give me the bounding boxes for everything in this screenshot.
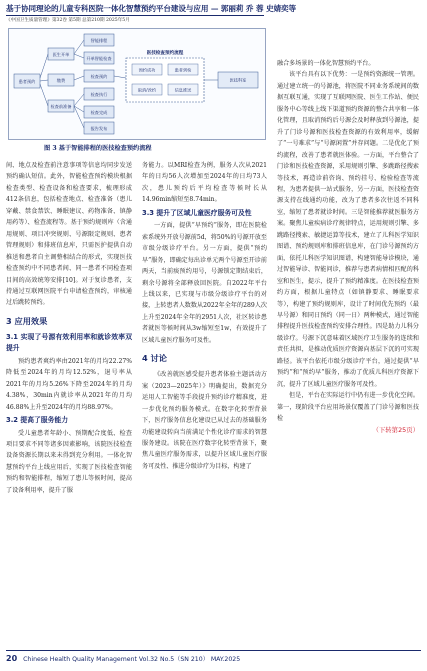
paragraph: 《改善就医感受提升患者体验主题活动方案（2023—2025年）》明确提出，数据充分运用人工智能等手段提升预约诊疗精准度，进一步优化预约服务模式。在数字化转型背景下，医疗服务信息化建设已从过去的基础服务功能建设转向当前满足个性化诊疗需求的智慧服务建设。该院在医疗数字化转型背景下，聚焦儿童医疗服务需求，以提升区域儿童医疗服务可及性、推进分级诊疗为目标，构建了 (142, 371, 267, 470)
paragraph: 融合多场景的一体化智慧预约平台。 (277, 60, 375, 67)
paragraph: 预约患者爽约率由2021年的月均22.27%降低至2024年的月均12.52%，退号率从2021年的月均5.26%下降至2024年的月均4.38%，30min内就诊率从2021年的月均46.88%上升至2024年的月均88.97%。 (6, 357, 132, 411)
node-pre-exam-label: 检查前准备 (50, 104, 72, 109)
node-exam-booking-label: 检查预约 (90, 74, 108, 79)
subsection-heading: 3.3 提升了区域儿童医疗服务可及性 (142, 208, 252, 217)
node-booking-success-label: 预约成功 (138, 67, 156, 73)
node-patient-arrive-label: 患者到检 (174, 67, 192, 73)
figure-caption: 图 3 基于智能排程的医技检查预约流程 (44, 145, 152, 152)
continued-note: （下转第25页） (372, 425, 419, 434)
header-rule (6, 15, 264, 16)
flow-diagram-svg (8, 28, 266, 140)
paragraph: 一方面，提供“早预约”服务，即在医院检索系统外开放号源前5d，将50%的号源开放至市级分级诊疗平台。另一方面，提供“预约早”服务，即确定每出诊单元两个号源至开诊前两天，当前痰预约用号，号源锁定期结束后，剩余号源将全部释放回医院。自2022年平台上线以来，已实现与市级分级诊疗平台的对接，上转患者人数数从2022年全年的289人次上升至2024年全年的2951人次，社区转诊患者就医等候时间从3w缩短至1w，有效提升了区域儿童医疗服务可及性。 (142, 222, 267, 344)
text-column-3 (277, 58, 419, 436)
node-info-push-label: 信息推送 (174, 87, 192, 93)
node-exam-done-label: 检查完成 (90, 110, 108, 115)
subsection-heading: 3.1 实现了号源有效利用率和就诊效率双提升 (6, 332, 132, 353)
node-doctor-order-label: 医生开单 (52, 52, 70, 57)
node-cancel-change-label: 取消/改约 (137, 87, 157, 93)
section-heading: 4 讨论 (142, 353, 167, 364)
section-heading: 3 应用效果 (6, 315, 48, 326)
central-process-title: 医技检查预约流程 (146, 51, 184, 56)
paragraph: 间、地点及检查前注意事项等信息均同步发送预约确认短信。此外，智能检查预约模块根据检查类型、检查设备和检查要求，梳理形成412条信息，包括检查地点、检查准备（患儿穿戴、禁食禁饮、睡眠建议、药物准备、镇静用药等）、检查流程等。基于预约规则库（含通用规则、项目冲突规则、号源限定规则、患者管理规则）和排班信息库，只需医护提供自动推送和患者自主调整相结合的形式，实现医技检查预约中不同患者间、同一患者不同检查项目间的高效统筹安排[10]。对于复诊患者，支持通过互联网医院平台申请检查预约，审核通过后跳转预约。 (6, 162, 132, 307)
node-order-check-label: 开单智能检查 (86, 56, 112, 61)
node-medtech-dept-label: 医技科室 (229, 77, 247, 83)
running-header-meta: 《中国卫生质量管理》第32卷 第5期 总第210期 2025年5月 (6, 18, 130, 23)
page-footer (6, 654, 421, 663)
running-header-title: 基于协同理论的儿童专科医院一体化智慧预约平台建设与应用 — 郭丽莉 乔 蓉 史婧奕等 (6, 4, 296, 13)
node-smart-schedule-label: 智能排程 (90, 38, 108, 43)
footer-rule (6, 650, 421, 651)
paragraph: 务能力。以MRI检查为例，服务人次从2021年的日均56人次增加至2024年的日均73人次，患儿预约后平均检查等候时长从14.96min缩短至8.74min。 (142, 162, 267, 204)
node-payment-label: 缴费 (56, 78, 66, 83)
paragraph: 但是，平台在实际运行中仍有进一步优化空间。第一，现阶段平台应用场景仅覆盖了门诊号源和医技检 (277, 392, 419, 423)
page-number: 20 (6, 654, 18, 663)
journal-info: Chinese Health Quality Management Vol.32 No.5（SN 210） MAY.2025 (23, 656, 241, 663)
text-column-1 (6, 160, 132, 496)
node-exam-run-label: 检查执行 (90, 92, 108, 97)
paragraph: 受儿童患者年龄小、预期配合度低、检查项目要求不同等诸多因素影响，该院医技检查设备资源长期以来未得到充分利用。一体化智慧预约平台上线应用后，实现了医技检查智能预约和智能排程，缩短了患儿等候时间，提高了设备利用率，提升了服 (6, 429, 132, 494)
subsection-heading: 3.2 提高了服务能力 (6, 416, 68, 425)
node-report-label: 报告发布 (90, 126, 108, 131)
text-column-2 (142, 160, 267, 472)
node-patient-booking-label: 患者预约 (18, 79, 36, 84)
flow-diagram (8, 28, 266, 140)
paragraph: 该平台具有以下优势：一是预约资源统一管理。通过建立统一的号源池，将医院不同业务系统间的数据互联互通，实现了互联网医院、医生工作站、便民服务中心等线上线下渠道预约资源的整合共享和一体化管理，且取消预约后号源会及时释放到号源池，提升了门诊号源和医技检查资源的有效利用率，缓解了“一号难求”与“号源闲置”并存问题。二是优化了预约流程，改善了患者就医体验。一方面，平台整合了门诊和医技检查资源，采用规则引擎、多跳路径搜索等技术，再造诊前咨询、预约挂号、检验检查等流程，为患者提供一站式服务，另一方面，医技检查资源支持在线通约功能，改为了患者多次往返不同科室，缩短了患者就诊时间。三是智能推荐就医服务方案。聚焦儿童疾病诊疗规律特点，运用规则引擎、多跳路径搜索、敏捷运算等技术，建立了儿科医学知识图谱、预约规则库和排班信息库，在门诊号源预约方面，依托儿科医学知识图谱，构建智能导诊模块，通过智能导诊、智能问诊，推荐与患者病情相匹配的科室和医生，提示，提升了预约精准度。在医技检查预约方面，根据儿童特点（如镇静要求、睡眠要求等），构建了预约规则库，设计了时间优先预约（最早号源）和同日预约（同一日）两种模式，通过智能排程提升医技检查预约安排合理性。四是助力儿科分级诊疗。号源下沉意味着区域医疗卫生服务的连续和责任共担，是推动优质医疗资源向基层下沉的可实现路径。该平台依托市级分级诊疗平台，通过提供“早预约”和“预约早”服务，推动了优质儿科医疗资源下沉，提升了区域儿童医疗服务可及性。 (277, 71, 419, 388)
